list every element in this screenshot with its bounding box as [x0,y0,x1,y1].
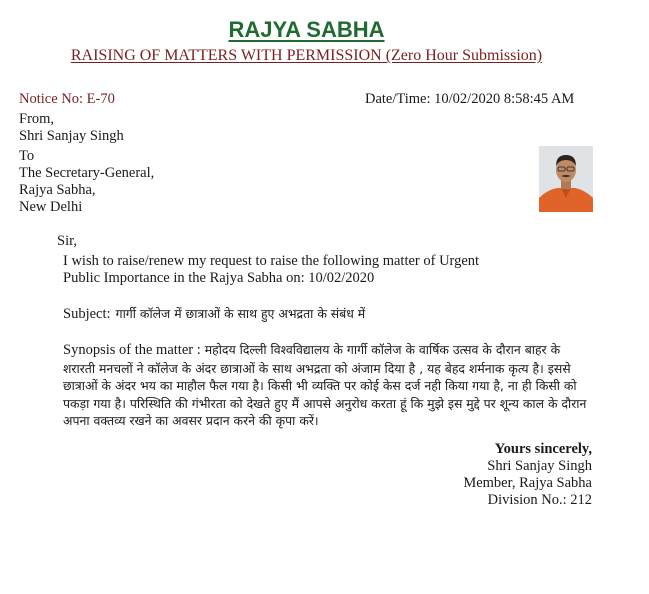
salutation: Sir, [57,233,77,249]
request-line-2: Public Importance in the Rajya Sabha on: 10/02/2020 [63,270,375,286]
subject-text: गार्गी कॉलेज में छात्राओं के साथ हुए अभद्रता के संबंध में [115,306,366,321]
member-photo [539,146,593,212]
subject-line [63,303,365,323]
notice-number: Notice No: E-70 [19,91,115,107]
member-photo-image [539,146,593,212]
signature-name: Shri Sanjay Singh [487,458,592,474]
signature-division: Division No.: 212 [487,492,592,508]
to-label: To [19,148,35,164]
signature-closing: Yours sincerely, [494,441,592,457]
synopsis-paragraph [63,341,593,430]
subject-label: Subject: [63,306,111,322]
to-line-2: Rajya Sabha, [19,182,96,198]
synopsis-text: महोदय दिल्ली विश्वविद्यालय के गार्गी कॉलेज के वार्षिक उत्सव के दौरान बाहर के शरारती मनचलों ने कॉलेज के अंदर छात्राओं के साथ अभद्रता को अंजाम दिया है , यह बेहद शर्मनाक कृत्य है। इससे छात्राओं के अंदर भय का माहौल फैल गया है। किसी भी व्यक्ति पर कोई केस दर्ज नही किया गया है, ना ही किसी को पकड़ा गया है। परिस्थिति की गंभीरता को देखते हुए मैं आपसे अनुरोध करता हूं कि मुझे इस मुद्दे पर शून्य काल के दौरान अपना वक्तव्य रखने का अवसर प्रदान करने की कृपा करें। [63,342,587,429]
page-title: RAJYA SABHA [228,17,385,42]
to-line-3: New Delhi [19,199,83,215]
signature-designation: Member, Rajya Sabha [463,475,592,491]
notice-datetime: Date/Time: 10/02/2020 8:58:45 AM [365,91,575,107]
request-line-1: I wish to raise/renew my request to raise the following matter of Urgent [63,253,480,269]
from-name: Shri Sanjay Singh [19,128,124,144]
page-subtitle: RAISING OF MATTERS WITH PERMISSION (Zero Hour Submission) [70,47,543,64]
from-label: From, [19,111,55,127]
synopsis-label: Synopsis of the matter : [63,342,201,358]
to-line-1: The Secretary-General, [19,165,155,181]
